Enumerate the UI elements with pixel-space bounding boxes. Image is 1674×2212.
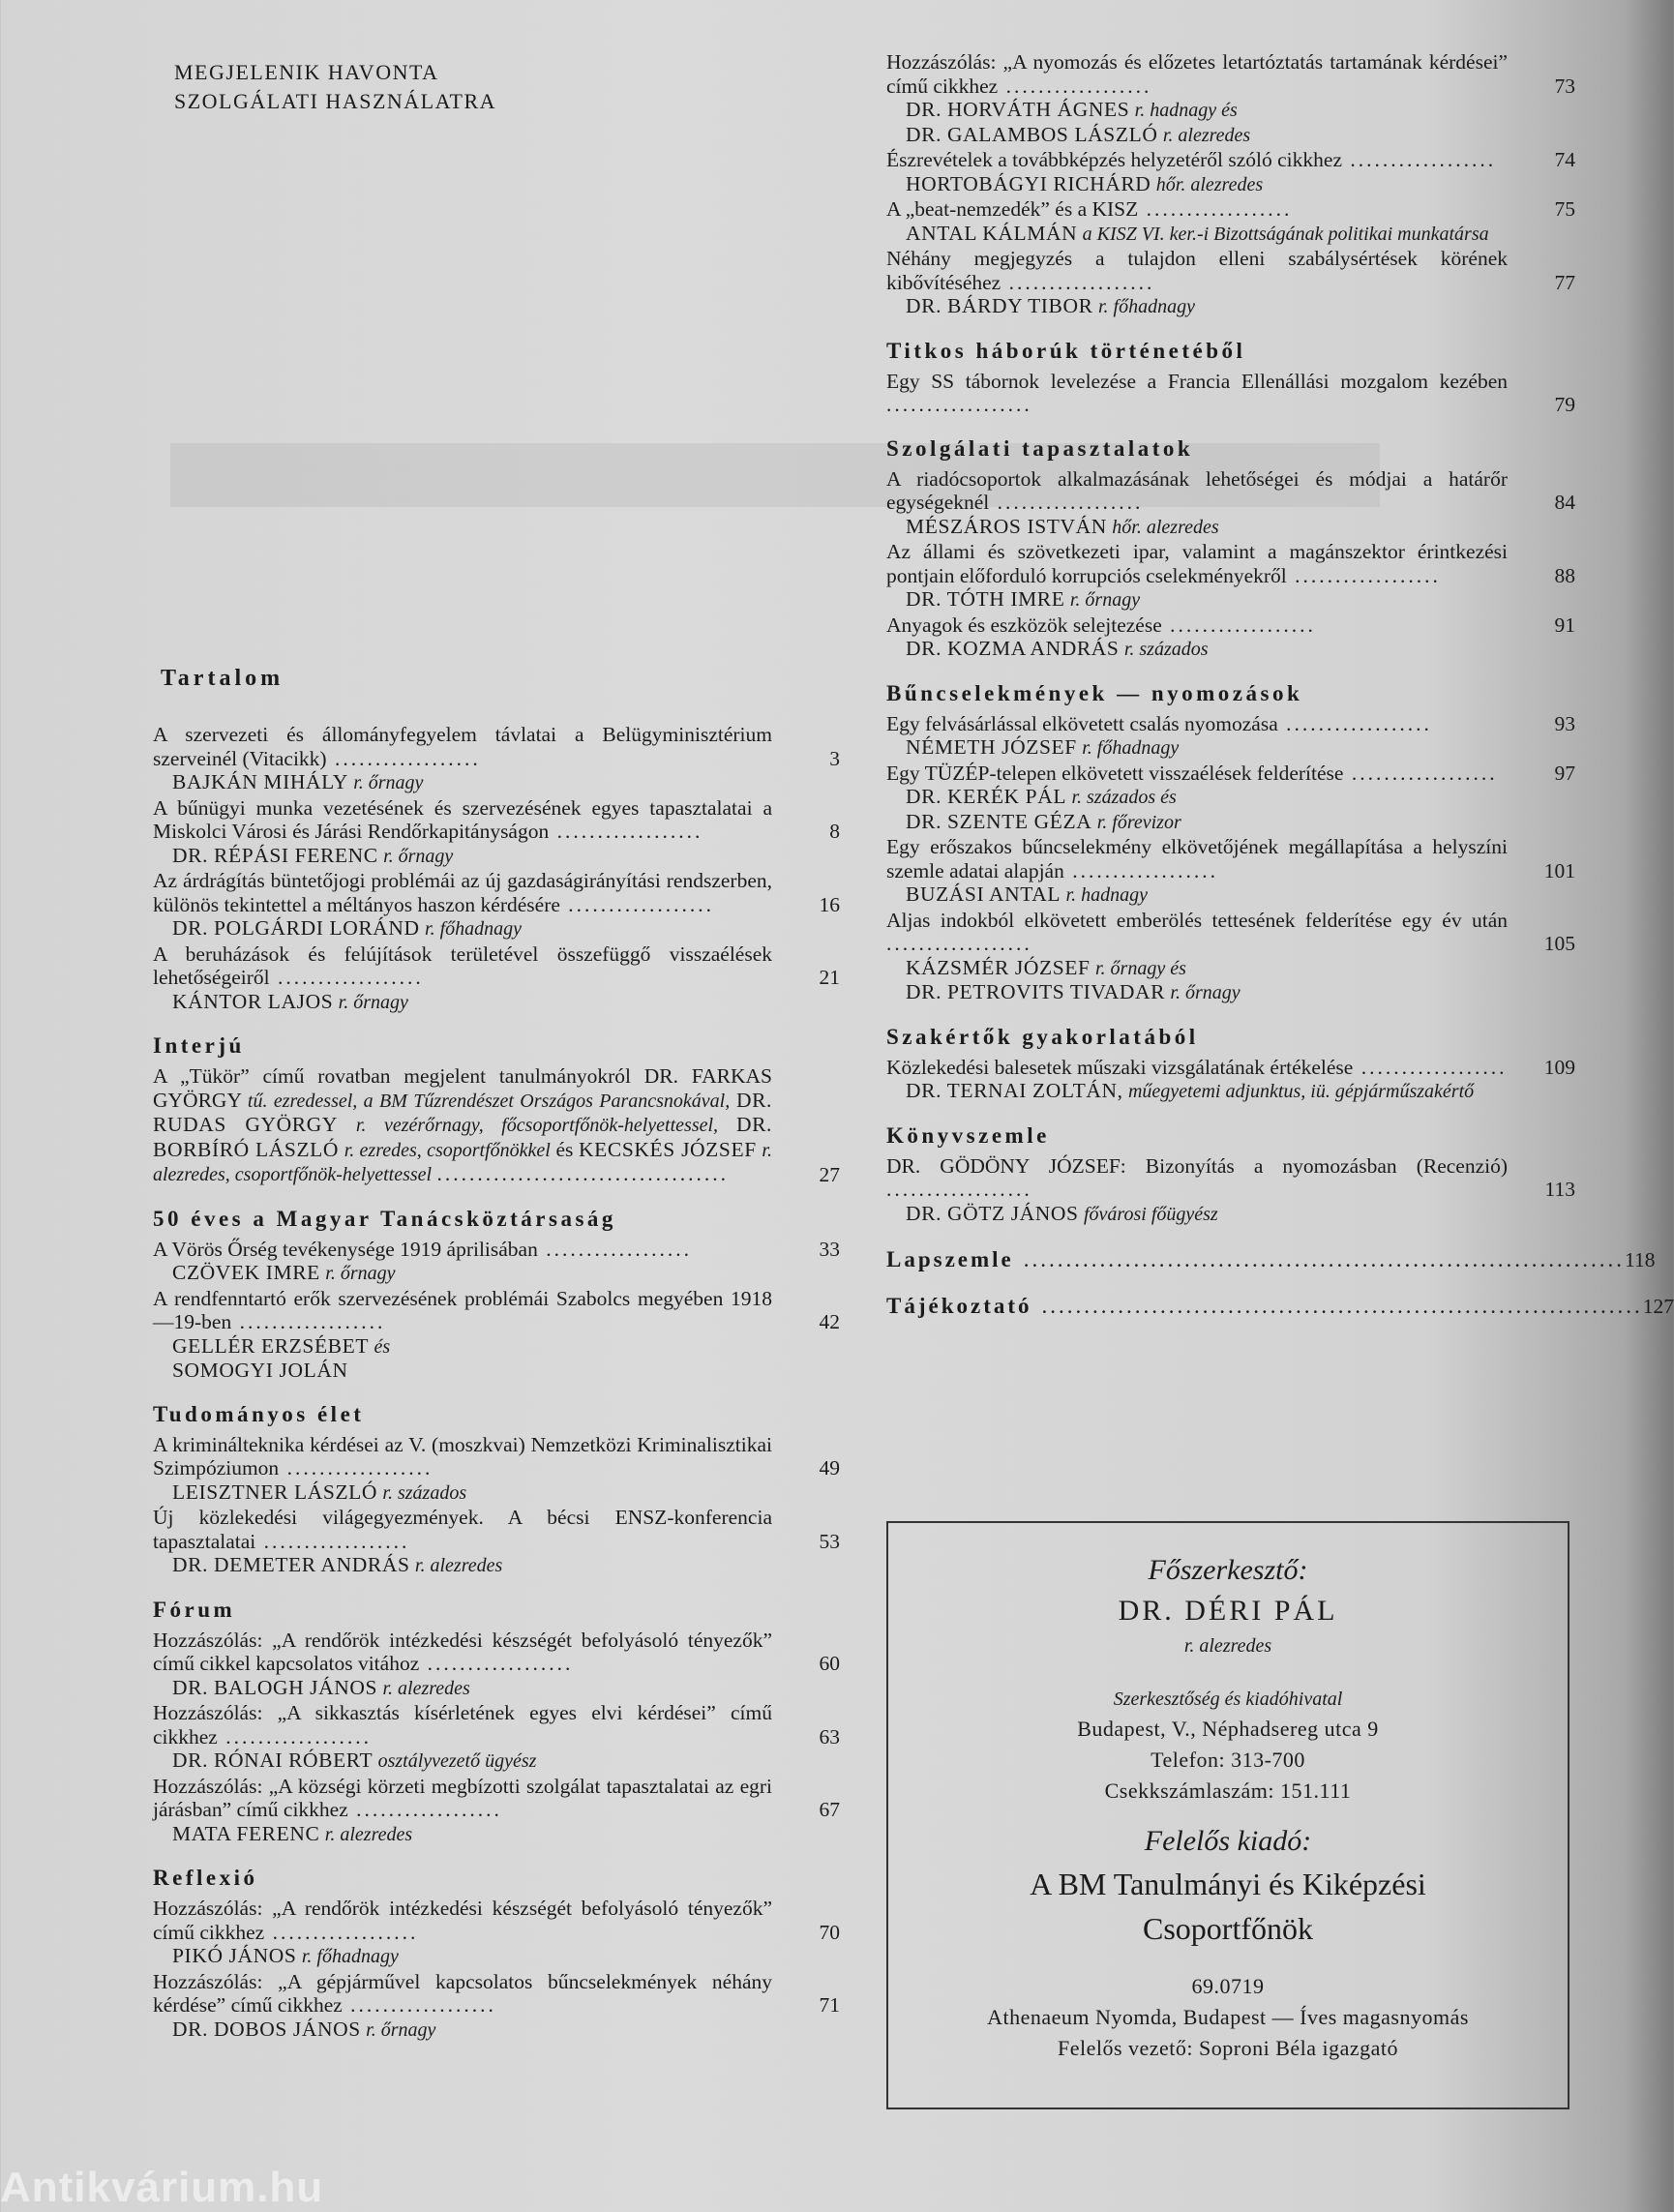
author-rank: r. főhadnagy: [1082, 737, 1180, 759]
toc-entry[interactable]: Hozzászólás: „A községi körzeti megbízotti szolgálat tapasztalatai az egri járásban” című cikkhez .................. 67 MATA FERENC r. alezredes: [153, 1774, 840, 1845]
toc-entry[interactable]: A „beat-nemzedék” és a KISZ .................. 75 ANTAL KÁLMÁN a KISZ VI. ker.-i Bizottságának politikai munkatársa: [886, 197, 1575, 245]
section-buncselekmenyek: [886, 712, 1575, 1005]
entry-author: [886, 123, 1575, 148]
entry-title: A kriminálteknika kérdései az V. (moszkvai) Nemzetközi Kriminalisztikai Szimpóziumon: [153, 1432, 772, 1480]
section-tanacs: [153, 1238, 840, 1383]
entry-title: DR. GÖDÖNY JÓZSEF: Bizonyítás a nyomozásban (Recenzió): [886, 1153, 1508, 1178]
author-name: BAJKÁN MIHÁLY: [172, 770, 348, 793]
page-number: 88: [1554, 563, 1575, 587]
author-name: ANTAL KÁLMÁN: [906, 221, 1078, 245]
entry-author: [153, 1480, 840, 1506]
page-number: 42: [819, 1310, 840, 1333]
author-rank: r. százados: [382, 1481, 467, 1504]
author-name: MATA FERENC: [172, 1821, 320, 1845]
page-number: 118: [1625, 1248, 1656, 1271]
page-number: 21: [819, 966, 840, 989]
entry-title: Az állami és szövetkezeti ipar, valamint a magánszektor érintkezési pontjain előforduló korrupciós cselekményekről: [886, 540, 1508, 587]
author-rank: r. őrnagy: [338, 991, 408, 1013]
author-name: KÁNTOR LAJOS: [172, 989, 334, 1013]
entry-author: [886, 172, 1575, 197]
chief-editor-name: DR. DÉRI PÁL: [1118, 1595, 1338, 1627]
author-rank: hőr. alezredes: [1112, 516, 1219, 538]
author-rank: r. főrevizor: [1096, 811, 1181, 833]
page-number: 8: [829, 820, 840, 843]
watermark: Antikvárium.hu: [0, 2164, 324, 2211]
author-name: DR. GÖTZ JÁNOS: [906, 1201, 1079, 1225]
entry-title: Hozzászólás: „A rendőrök intézkedési készségét befolyásoló tényezők” című cikkhez: [153, 1897, 772, 1944]
author-rank: r. őrnagy: [383, 845, 454, 867]
entry-title: Az árdrágítás büntetőjogi problémái az új gazdaságirányítási rendszerben, különös tekintettel a méltányos haszon kérdésére: [153, 869, 772, 916]
entry-author: [153, 1944, 840, 1969]
publisher-label: Felelős kiadó:: [1144, 1825, 1312, 1857]
author-name: NÉMETH JÓZSEF: [906, 735, 1077, 759]
office-label: Szerkesztőség és kiadóhivatal: [1113, 1689, 1343, 1710]
entry-title: Hozzászólás: „A gépjárművel kapcsolatos bűncselekmények néhány kérdése” című cikkhez: [153, 1969, 772, 2017]
interju-name: DR. RUDAS GYÖRGY: [153, 1088, 772, 1136]
author-rank: a KISZ VI. ker.-i Bizottságának politikai munkatársa: [1082, 223, 1489, 245]
author-rank: r. őrnagy: [1170, 982, 1241, 1003]
author-rank: hőr. alezredes: [1155, 173, 1264, 195]
entry-author: [886, 1079, 1575, 1104]
author-rank: r. őrnagy: [353, 772, 424, 793]
section-heading-interju: Interjú: [153, 1033, 245, 1058]
toc-entry[interactable]: Néhány megjegyzés a tulajdon elleni szabálysértések körének kibővítéséhez .................. 77 DR. BÁRDY TIBOR r. főhadnagy: [886, 247, 1575, 317]
author-name: DR. POLGÁRDI LORÁND: [172, 916, 420, 940]
entry-title: Hozzászólás: „A sikkasztás kísérletének egyes elvi kérdései” című cikkhez: [153, 1701, 772, 1749]
author-name: DR. TÓTH IMRE: [906, 587, 1065, 611]
author-name: DR. PETROVITS TIVADAR: [906, 980, 1166, 1003]
masthead: [174, 58, 840, 116]
entry-author: [153, 1749, 840, 1774]
toc-entry[interactable]: A kriminálteknika kérdései az V. (moszkvai) Nemzetközi Kriminalisztikai Szimpóziumon .................. 49 LEISZTNER LÁSZLÓ r. százados: [153, 1432, 840, 1504]
page-number: 73: [1554, 74, 1575, 98]
toc-entry[interactable]: Egy erőszakos bűncselekmény elkövetőjének megállapítása a helyszíni szemle adatai alapján .................. 101 BUZÁSI ANTAL r. hadnagy: [886, 835, 1575, 906]
entry-author: [886, 1202, 1575, 1227]
author-rank: r. alezredes: [414, 1555, 503, 1576]
entry-title: Egy erőszakos bűncselekmény elkövetőjének megállapítása a helyszíni szemle adatai alapján: [886, 835, 1508, 882]
page-number: 97: [1554, 761, 1575, 785]
entry-author: [153, 1822, 840, 1847]
print-manager: Felelős vezető: Soproni Béla igazgató: [1057, 2036, 1399, 2060]
entry-title: Hozzászólás: „A nyomozás és előzetes letartóztatás tartamának kérdései” című cikkhez: [886, 50, 1508, 98]
chief-editor-rank: r. alezredes: [1183, 1635, 1272, 1657]
entry-author: [153, 990, 840, 1015]
entry-title: A beruházások és felújítások területével összefüggő visszaélések lehetőségeiről: [153, 942, 772, 989]
entry-author: [153, 1553, 840, 1578]
interju-rank: tű. ezredessel, a BM Tűzrendészet Országos Parancsnokával,: [247, 1090, 731, 1112]
publisher-line-1: A BM Tanulmányi és Kiképzési: [1030, 1867, 1426, 1901]
section-heading-szakertok: Szakértők gyakorlatából: [886, 1024, 1199, 1049]
author-rank: r. alezredes: [382, 1677, 470, 1699]
section-heading-reflexio: Reflexió: [153, 1866, 258, 1890]
entry-author: [886, 810, 1575, 835]
page-number: 49: [819, 1456, 840, 1480]
entry-author: [886, 735, 1575, 761]
entry-author: [153, 916, 840, 942]
entry-title: Egy TÜZÉP-telepen elkövetett visszaélések felderítése: [886, 761, 1344, 785]
address: Budapest, V., Néphadsereg utca 9: [1077, 1717, 1379, 1741]
chief-editor-label: Főszerkesztő:: [1148, 1554, 1308, 1586]
phone: Telefon: 313-700: [1151, 1748, 1305, 1772]
toc-entry[interactable]: A riadócsoportok alkalmazásának lehetőségei és módjai a határőr egységeknél .................. 84 MÉSZÁROS ISTVÁN hőr. alezredes: [886, 466, 1575, 538]
entry-author: [886, 98, 1575, 123]
entry-author: [886, 587, 1575, 613]
author-rank: műegyetemi adjunktus, iü. gépjárműszakértő: [1127, 1081, 1475, 1102]
interju-name: DR. BORBÍRÓ LÁSZLÓ: [153, 1113, 773, 1161]
entry-author: [886, 637, 1575, 662]
author-name: LEISZTNER LÁSZLÓ: [172, 1480, 378, 1504]
page-number: 101: [1543, 858, 1575, 882]
entry-title: Észrevételek a továbbképzés helyzetéről szóló cikkhez: [886, 148, 1342, 171]
page-number: 109: [1543, 1055, 1575, 1079]
page-number: 67: [819, 1798, 840, 1821]
publisher-line-2: Csoportfőnök: [1143, 1911, 1313, 1946]
author-rank: r. százados és: [1071, 787, 1177, 808]
toc-entry[interactable]: Az árdrágítás büntetőjogi problémái az új gazdaságirányítási rendszerben, különös tekintettel a méltányos haszon kérdésére .................. 16 DR. POLGÁRDI LORÁND r. főhadnagy: [153, 869, 840, 940]
toc-entry[interactable]: DR. GÖDÖNY JÓZSEF: Bizonyítás a nyomozásban (Recenzió) .................. 113 DR. GÖTZ JÁNOS fővárosi főügyész: [886, 1153, 1575, 1225]
toc-entry-interju[interactable]: A „Tükör” című rovatban megjelent tanulmányokról DR. FARKAS GYÖRGY tű. ezredessel, a BM Tűzrendészet Országos Parancsnokával, DR. RUDAS GYÖRGY r. vezérőrnagy, főcsoportfőnök-helyettessel, DR. BORBÍRÓ LÁSZLÓ r. ezredes, csoportfőnökkel és KECSKÉS JÓZSEF r. alezredes, csoportfőnök-helyettessel .................................... 27: [153, 1064, 840, 1186]
toc-entry[interactable]: Aljas indokból elkövetett emberölés tettesének felderítése egy év után .................. 105 KÁZSMÉR JÓZSEF r. őrnagy és DR. PETROVITS TIVADAR r. őrnagy: [886, 908, 1575, 1003]
entry-author: [153, 1359, 840, 1383]
entry-author: [886, 785, 1575, 810]
entry-title: A rendfenntartó erők szervezésének problémái Szabolcs megyében 1918—19-ben: [153, 1286, 772, 1333]
page-number: 60: [819, 1652, 840, 1675]
masthead-line-1: MEGJELENIK HAVONTA: [174, 60, 439, 84]
section-main: [153, 723, 840, 1014]
toc-entry[interactable]: Hozzászólás: „A rendőrök intézkedési készségét befolyásoló tényezők” című cikkhez .................. 70 PIKÓ JÁNOS r. főhadnagy: [153, 1897, 840, 1967]
page-number: 113: [1544, 1178, 1575, 1201]
entry-author: [886, 294, 1575, 319]
entry-author: [886, 956, 1575, 981]
author-rank: r. főhadnagy: [1097, 296, 1195, 317]
section-forum: [153, 1629, 840, 1847]
author-rank: r. alezredes: [1162, 124, 1251, 146]
entry-title: Hozzászólás: „A községi körzeti megbízotti szolgálat tapasztalatai az egri járásban” című cikkhez: [153, 1774, 772, 1821]
author-name: BUZÁSI ANTAL: [906, 882, 1061, 906]
toc-entry[interactable]: Egy felvásárlással elkövetett csalás nyomozása .................. 93 NÉMETH JÓZSEF r. főhadnagy: [886, 711, 1575, 759]
toc-entry[interactable]: A bűnügyi munka vezetésének és szervezésének egyes tapasztalatai a Miskolci Városi és Járási Rendőrkapitányságon .................. 8 DR. RÉPÁSI FERENC r. őrnagy: [153, 795, 840, 867]
entry-title: Közlekedési balesetek műszaki vizsgálatának értékelése: [886, 1055, 1354, 1079]
entry-title: Egy felvásárlással elkövetett csalás nyomozása: [886, 711, 1278, 735]
section-heading-titkos: Titkos háborúk történetéből: [886, 338, 1246, 363]
entry-title: Hozzászólás: „A rendőrök intézkedési készségét befolyásoló tényezők” című cikkel kapcsolatos vitához: [153, 1628, 772, 1675]
author-rank: r. őrnagy és: [1094, 957, 1186, 979]
masthead-line-2: SZOLGÁLATI HASZNÁLATRA: [174, 89, 497, 113]
toc-entry[interactable]: A rendfenntartó erők szervezésének problémái Szabolcs megyében 1918—19-ben .................. 42 GELLÉR ERZSÉBET és SOMOGYI JOLÁN: [153, 1286, 840, 1382]
author-name: DR. DEMETER ANDRÁS: [172, 1553, 410, 1576]
page-number: 3: [829, 746, 840, 770]
entry-title: Új közlekedési világegyezmények. A bécsi ENSZ-konferencia tapasztalatai: [153, 1506, 772, 1553]
interju-rank: r. alezredes, csoportfőnök-helyettessel: [153, 1139, 772, 1185]
author-rank: fővárosi főügyész: [1084, 1203, 1218, 1225]
entry-author: [886, 882, 1575, 908]
author-name: DR. GALAMBOS LÁSZLÓ: [906, 122, 1158, 146]
toc-entry-lapszemle[interactable]: Lapszemle ....................................................................... 118: [886, 1247, 1656, 1271]
entry-title: Aljas indokból elkövetett emberölés tettesének felderítése egy év után: [886, 908, 1508, 932]
toc-title: Tartalom: [161, 666, 284, 691]
author-rank: r. főhadnagy: [301, 1946, 399, 1967]
toc-entry[interactable]: Hozzászólás: „A gépjárművel kapcsolatos bűncselekmények néhány kérdése” című cikkhez .................. 71 DR. DOBOS JÁNOS r. őrnagy: [153, 1969, 840, 2041]
author-name: PIKÓ JÁNOS: [172, 1944, 297, 1967]
page-number: 74: [1554, 148, 1575, 171]
author-name: DR. RÓNAI RÓBERT: [172, 1749, 374, 1772]
toc-entry[interactable]: A beruházások és felújítások területével összefüggő visszaélések lehetőségeiről .................. 21 KÁNTOR LAJOS r. őrnagy: [153, 942, 840, 1013]
author-rank: r. százados: [1123, 639, 1209, 660]
author-rank: r. őrnagy: [1069, 589, 1141, 611]
entry-title: A „beat-nemzedék” és a KISZ: [886, 197, 1139, 221]
toc-entry[interactable]: Közlekedési balesetek műszaki vizsgálatának értékelése .................. 109 DR. TERNAI ZOLTÁN, műegyetemi adjunktus, iü. gépjárműszakértő: [886, 1055, 1575, 1102]
entry-title: Néhány megjegyzés a tulajdon elleni szabálysértések körének kibővítéséhez: [886, 247, 1508, 294]
entry-author: [153, 2018, 840, 2043]
entry-title: A bűnügyi munka vezetésének és szervezésének egyes tapasztalatai a Miskolci Városi és Járási Rendőrkapitányságon: [153, 795, 772, 843]
author-rank: és: [374, 1335, 391, 1358]
page-number: 71: [819, 1993, 840, 2017]
section-heading-szolgalati: Szolgálati tapasztalatok: [886, 435, 1194, 461]
entry-author: [153, 770, 840, 795]
entry-title: Anyagok és eszközök selejtezése: [886, 613, 1162, 637]
section-konyvszemle: [886, 1154, 1575, 1227]
page-number: 93: [1554, 711, 1575, 735]
entry-author: [886, 515, 1575, 540]
author-rank: r. főhadnagy: [425, 918, 523, 940]
author-name: DR. HORVÁTH ÁGNES: [906, 98, 1130, 121]
toc-entry[interactable]: Egy SS tábornok levelezése a Francia Ellenállási mozgalom kezében .................. 79: [886, 369, 1575, 416]
lapszemle-label: Lapszemle: [886, 1247, 1014, 1271]
tajekoztato-label: Tájékoztató: [886, 1294, 1032, 1318]
section-heading-forum: Fórum: [153, 1597, 236, 1622]
section-reflexio: [153, 1897, 840, 2042]
page-number: 63: [819, 1724, 840, 1749]
author-rank: osztályvezető ügyész: [377, 1750, 537, 1772]
printer: Athenaeum Nyomda, Budapest — Íves magasnyomás: [987, 2005, 1469, 2029]
page-number: 70: [819, 1920, 840, 1944]
toc-entry[interactable]: Új közlekedési világegyezmények. A bécsi ENSZ-konferencia tapasztalatai .................. 53 DR. DEMETER ANDRÁS r. alezredes: [153, 1506, 840, 1576]
toc-entry[interactable]: A szervezeti és állományfegyelem távlatai a Belügyminisztérium szerveinél (Vitacikk) .................. 3 BAJKÁN MIHÁLY r. őrnagy: [153, 723, 840, 793]
entry-title: Egy SS tábornok levelezése a Francia Ellenállási mozgalom kezében: [886, 369, 1508, 393]
section-szakertok: [886, 1056, 1575, 1104]
author-name: DR. SZENTE GÉZA: [906, 809, 1092, 833]
section-tudomanyos: [153, 1433, 840, 1578]
interju-text: A „Tükör” című rovatban megjelent tanulmányokról DR. FARKAS GYÖRGY: [153, 1064, 772, 1112]
entry-title: A Vörös Őrség tevékenysége 1919 áprilisában: [153, 1237, 538, 1261]
account: Csekkszámlaszám: 151.111: [1104, 1779, 1352, 1803]
page-number: 77: [1554, 270, 1575, 294]
author-rank: r. hadnagy: [1065, 884, 1148, 906]
author-name: DR. BALOGH JÁNOS: [172, 1675, 378, 1699]
entry-title: A riadócsoportok alkalmazásának lehetőségei és módjai a határőr egységeknél: [886, 466, 1508, 514]
toc-entry[interactable]: Az állami és szövetkezeti ipar, valamint a magánszektor érintkezési pontjain előforduló korrupciós cselekményekről .................. 88 DR. TÓTH IMRE r. őrnagy: [886, 540, 1575, 611]
entry-author: [153, 1261, 840, 1286]
interju-rank: r. vezérőrnagy, főcsoportfőnök-helyettessel,: [355, 1115, 719, 1136]
author-name: DR. TERNAI ZOLTÁN,: [906, 1079, 1123, 1102]
toc-entry[interactable]: Egy TÜZÉP-telepen elkövetett visszaélések felderítése .................. 97 DR. KERÉK PÁL r. százados és DR. SZENTE GÉZA r. főrevizor: [886, 761, 1575, 833]
print-code: 69.0719: [1191, 1974, 1265, 1998]
author-name: GELLÉR ERZSÉBET: [172, 1333, 370, 1358]
author-name: MÉSZÁROS ISTVÁN: [906, 514, 1107, 538]
author-name: DR. BÁRDY TIBOR: [906, 294, 1093, 317]
toc-entry[interactable]: Anyagok és eszközök selejtezése .................. 91 DR. KOZMA ANDRÁS r. százados: [886, 613, 1575, 660]
page-number: 16: [819, 892, 840, 916]
author-name: CZÖVEK IMRE: [172, 1261, 320, 1284]
page-number: 91: [1554, 613, 1575, 637]
toc-entry-tajekoztato[interactable]: Tájékoztató ....................................................................... 127: [886, 1294, 1674, 1318]
entry-author: [153, 1334, 840, 1360]
page-number: 33: [819, 1237, 840, 1261]
entry-author: [153, 1676, 840, 1701]
page-number: 75: [1554, 197, 1575, 221]
author-name: DR. DOBOS JÁNOS: [172, 2017, 361, 2041]
author-name: DR. KOZMA ANDRÁS: [906, 637, 1120, 660]
page-number: 127: [1642, 1295, 1674, 1318]
page-number: 79: [1554, 393, 1575, 416]
section-heading-tanacs: 50 éves a Magyar Tanácsköztársaság: [153, 1206, 616, 1231]
section-heading-buncselekmenyek: Bűncselekmények — nyomozások: [886, 680, 1303, 705]
right-column: [886, 50, 1674, 1319]
section-forum-continued: [886, 50, 1575, 319]
entry-author: [886, 980, 1575, 1005]
section-heading-konyvszemle: Könyvszemle: [886, 1122, 1050, 1148]
entry-title: A szervezeti és állományfegyelem távlatai a Belügyminisztérium szerveinél (Vitacikk): [153, 723, 772, 770]
section-szolgalati: [886, 467, 1575, 662]
author-rank: r. őrnagy: [325, 1263, 396, 1284]
author-rank: r. alezredes: [324, 1823, 413, 1845]
toc-entry[interactable]: Hozzászólás: „A nyomozás és előzetes letartóztatás tartamának kérdései” című cikkhez .................. 73 DR. HORVÁTH ÁGNES r. hadnagy és DR. GALAMBOS LÁSZLÓ r. alezredes: [886, 50, 1575, 146]
toc-entry[interactable]: Észrevételek a továbbképzés helyzetéről szóló cikkhez .................. 74 HORTOBÁGYI RICHÁRD hőr. alezredes: [886, 148, 1575, 195]
entry-author: [886, 222, 1575, 247]
author-name: SOMOGYI JOLÁN: [172, 1359, 348, 1382]
interju-conj: és: [555, 1137, 574, 1161]
author-name: KÁZSMÉR JÓZSEF: [906, 955, 1091, 979]
imprint-box: [886, 1521, 1569, 2109]
interju-rank: r. ezredes, csoportfőnökkel: [344, 1139, 551, 1161]
author-rank: r. hadnagy és: [1134, 100, 1238, 121]
author-name: DR. KERÉK PÁL: [906, 785, 1067, 808]
section-heading-tudomanyos: Tudományos élet: [153, 1401, 365, 1426]
toc-entry[interactable]: Hozzászólás: „A sikkasztás kísérletének egyes elvi kérdései” című cikkhez .................. 63 DR. RÓNAI RÓBERT osztályvezető ügyész: [153, 1701, 840, 1772]
entry-author: [153, 844, 840, 869]
toc-entry[interactable]: Hozzászólás: „A rendőrök intézkedési készségét befolyásoló tényezők” című cikkel kapcsolatos vitához .................. 60 DR. BALOGH JÁNOS r. alezredes: [153, 1628, 840, 1699]
toc-entry[interactable]: A Vörös Őrség tevékenysége 1919 áprilisában .................. 33 CZÖVEK IMRE r. őrnagy: [153, 1237, 840, 1284]
section-titkos: [886, 370, 1575, 417]
interju-name: KECSKÉS JÓZSEF: [579, 1137, 757, 1161]
page-number: 53: [819, 1529, 840, 1553]
author-name: DR. RÉPÁSI FERENC: [172, 843, 378, 867]
page-number: 27: [819, 1163, 840, 1186]
author-name: HORTOBÁGYI RICHÁRD: [906, 171, 1151, 195]
page-number: 84: [1554, 491, 1575, 514]
page-number: 105: [1543, 932, 1575, 955]
left-column: [153, 58, 840, 2043]
author-rank: r. őrnagy: [366, 2018, 436, 2041]
